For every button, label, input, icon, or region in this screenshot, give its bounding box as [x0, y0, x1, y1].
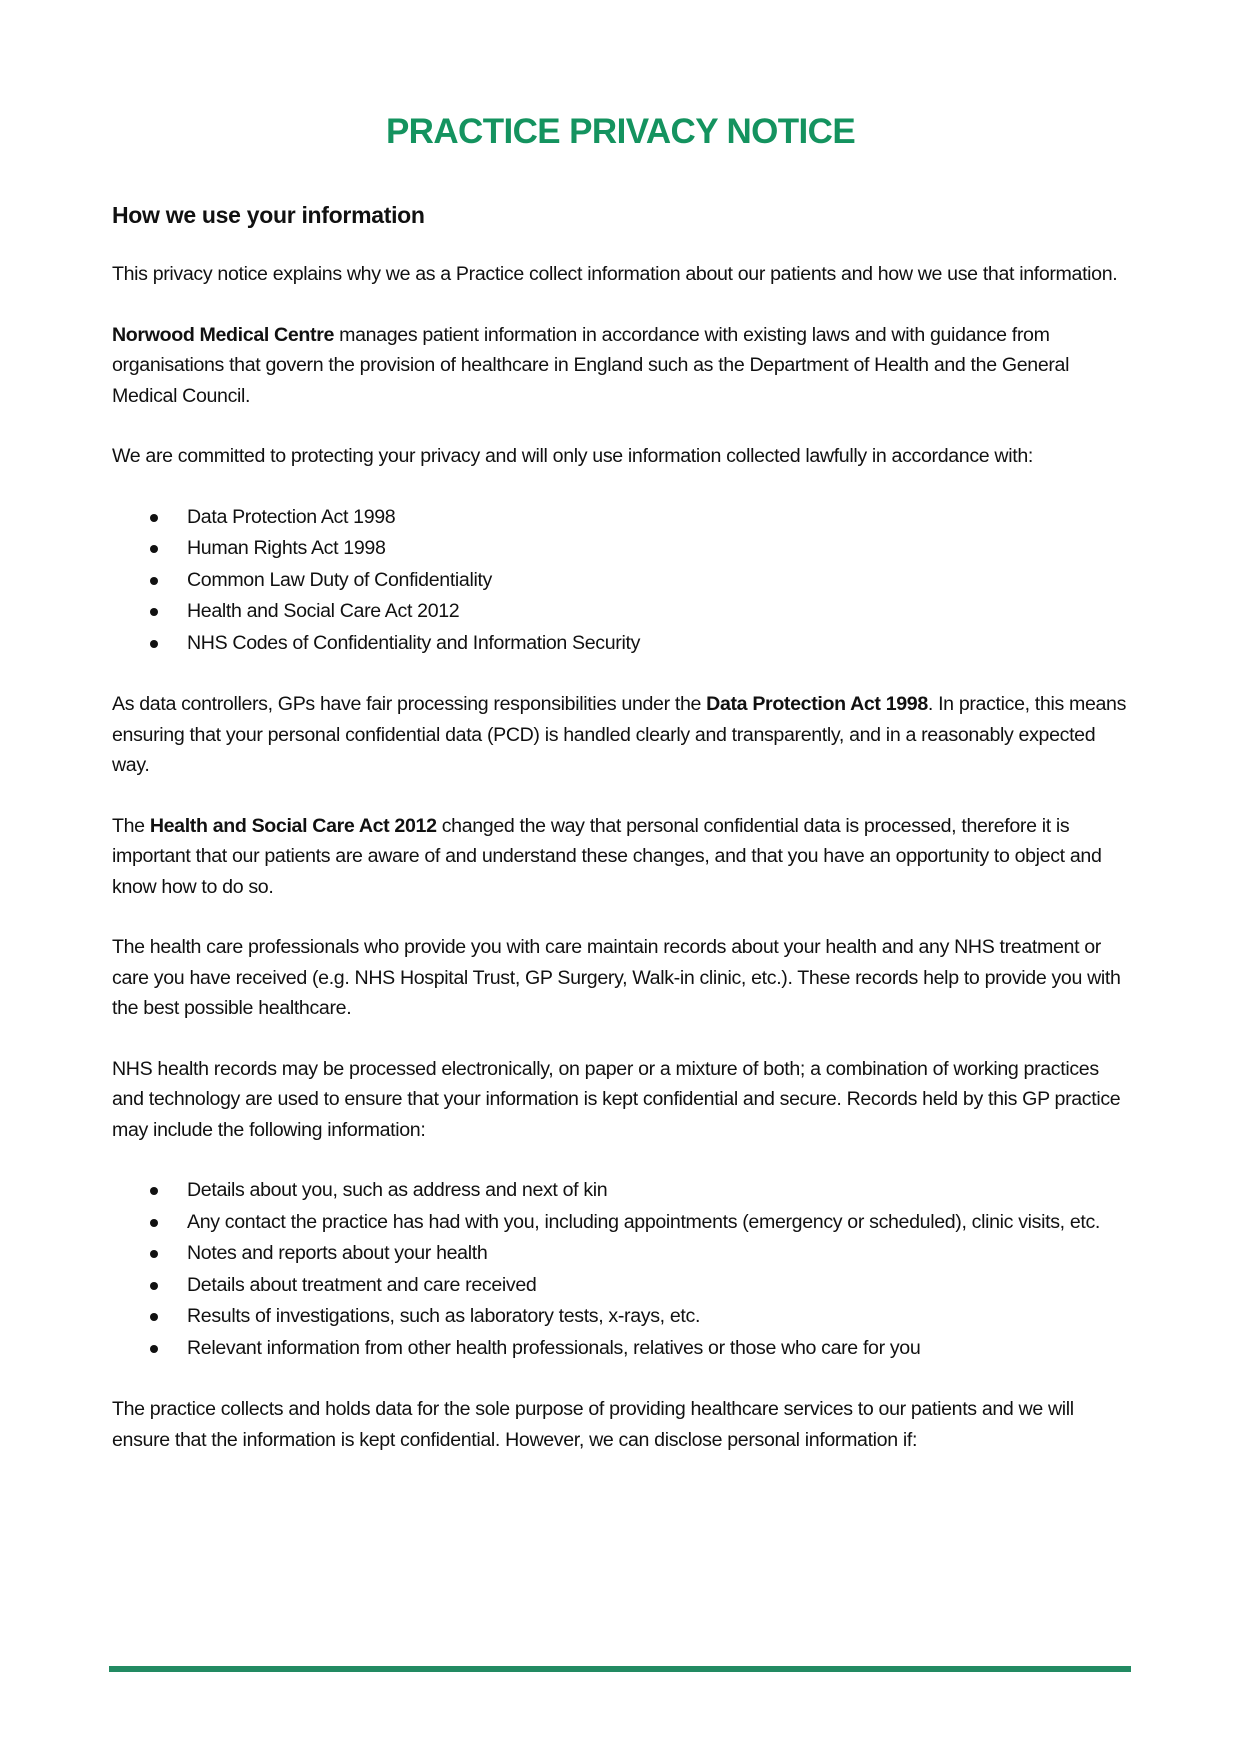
intro-paragraph: This privacy notice explains why we as a Practice collect information about our patients and how we use that information. — [112, 263, 1118, 285]
list-item: Common Law Duty of Confidentiality — [112, 565, 1132, 597]
list-item: Human Rights Act 1998 — [112, 533, 1132, 565]
bullet-icon — [150, 577, 158, 585]
bullet-icon — [150, 545, 158, 553]
list-item: Any contact the practice has had with you, including appointments (emergency or scheduled), clinic visits, etc. — [112, 1207, 1132, 1239]
laws-list — [112, 502, 1132, 660]
list-item: Details about treatment and care received — [112, 1270, 1132, 1302]
list-item: Data Protection Act 1998 — [112, 502, 1132, 534]
data-controllers-paragraph: As data controllers, GPs have fair processing responsibilities under the Data Protection Act 1998. In practice, this means ensuring that your personal confidential data (PCD) is handled clearly and transparently, and in a reasonably expected way. — [112, 693, 1127, 776]
page-title: PRACTICE PRIVACY NOTICE — [385, 112, 856, 151]
list-item: Notes and reports about your health — [112, 1238, 1132, 1270]
section-heading: How we use your information — [112, 202, 425, 228]
bullet-icon — [150, 1345, 158, 1353]
records-list — [112, 1175, 1132, 1364]
bullet-icon — [150, 640, 158, 648]
bullet-icon — [150, 1187, 158, 1195]
bullet-icon — [150, 1219, 158, 1227]
bullet-icon — [150, 608, 158, 616]
hsc-act-paragraph: The Health and Social Care Act 2012 changed the way that personal confidential data is processed, therefore it is important that our patients are aware of and understand these changes, and that you have an opportunity to object and know how to do so. — [112, 814, 1102, 898]
records-paragraph: The health care professionals who provide you with care maintain records about your health and any NHS treatment or care you have received (e.g. NHS Hospital Trust, GP Surgery, Walk-in clinic, etc.). These records help to provide you with the best possible healthcare. — [112, 936, 1121, 1019]
document-body — [112, 200, 1132, 1485]
practice-name: Norwood Medical Centre — [112, 323, 335, 346]
bullet-icon — [150, 1250, 158, 1258]
commitment-paragraph: We are committed to protecting your privacy and will only use information collected lawfully in accordance with: — [112, 445, 1033, 467]
bullet-icon — [150, 1313, 158, 1321]
list-item: Relevant information from other health professionals, relatives or those who care for you — [112, 1333, 1132, 1365]
list-item: Details about you, such as address and next of kin — [112, 1175, 1132, 1207]
list-item: NHS Codes of Confidentiality and Information Security — [112, 628, 1132, 660]
processing-paragraph: NHS health records may be processed electronically, on paper or a mixture of both; a combination of working practices and technology are used to ensure that your information is kept confidential and secure. Records held by this GP practice may include the following information: — [112, 1057, 1121, 1141]
bullet-icon — [150, 1282, 158, 1290]
list-item: Health and Social Care Act 2012 — [112, 596, 1132, 628]
bullet-icon — [150, 514, 158, 522]
list-item: Results of investigations, such as laboratory tests, x-rays, etc. — [112, 1301, 1132, 1333]
disclosure-paragraph: The practice collects and holds data for the sole purpose of providing healthcare services to our patients and we will ensure that the information is kept confidential. However, we can disclose personal information if: — [112, 1398, 1074, 1451]
practice-paragraph: Norwood Medical Centre manages patient information in accordance with existing laws and with guidance from organisations that govern the provision of healthcare in England such as the Department of Health and the General Medical Council. — [112, 323, 1070, 407]
footer-divider — [109, 1666, 1131, 1672]
